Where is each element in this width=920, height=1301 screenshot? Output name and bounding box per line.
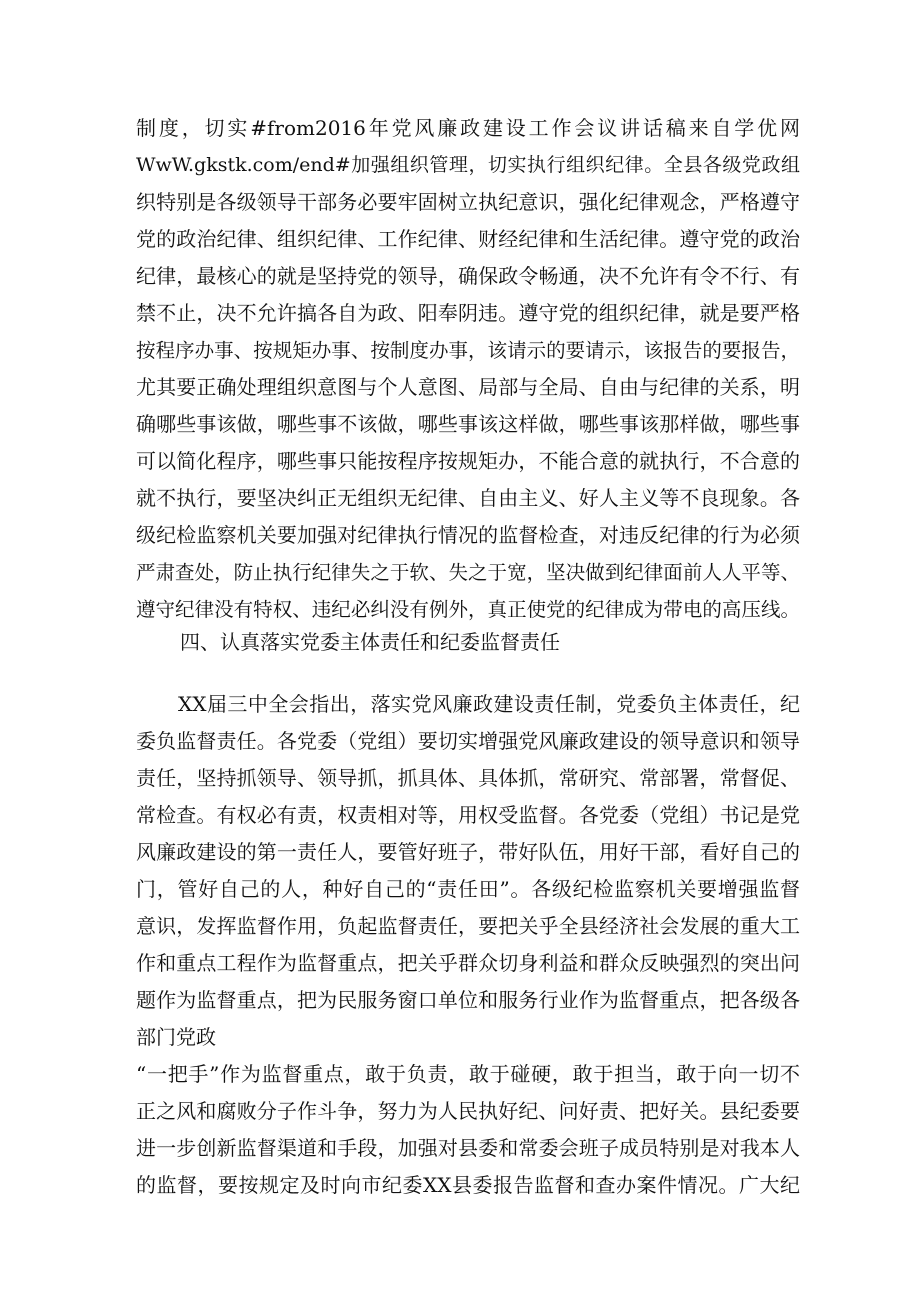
text-line: 委负监督责任。各党委（党组）要切实增强党风廉政建设的领导意识和领导 [136,729,800,753]
text-line: 意识，发挥监督作用，负起监督责任，要把关乎全县经济社会发展的重大工 [136,914,800,938]
text-line: 级纪检监察机关要加强对纪律执行情况的监督检查，对违反纪律的行为必须 [136,523,800,547]
text-line: 纪律，最核心的就是坚持党的领导，确保政令畅通，决不允许有令不行、有 [136,264,800,288]
text-line: 织特别是各级领导干部务必要牢固树立执纪意识，强化纪律观念，严格遵守 [136,190,800,214]
text-line: 按程序办事、按规矩办事、按制度办事，该请示的要请示，该报告的要报告， [136,339,800,362]
text-line: 常检查。有权必有责，权责相对等，用权受监督。各党委（党组）书记是党 [136,803,800,827]
body-paragraph-2 [136,686,800,1204]
text-line: 党的政治纪律、组织纪律、工作纪律、财经纪律和生活纪律。遵守党的政治 [136,227,800,251]
text-line: 风廉政建设的第一责任人，要管好班子，带好队伍，用好干部，看好自己的 [136,840,800,864]
text-line: 制度，切实#from2016年党风廉政建设工作会议讲话稿来自学优网 [136,116,800,140]
text-line: 尤其要正确处理组织意图与个人意图、局部与全局、自由与纪律的关系，明 [136,375,800,399]
text-line: 门，管好自己的人，种好自己的“责任田”。各级纪检监察机关要增强监督 [136,877,800,901]
text-line: 可以简化程序，哪些事只能按程序按规矩办，不能合意的就执行，不合意的 [136,449,800,473]
body-paragraph-1 [136,110,800,628]
text-line: 进一步创新监督渠道和手段，加强对县委和常委会班子成员特别是对我本人 [136,1136,800,1160]
text-line: 题作为监督重点，把为民服务窗口单位和服务行业作为监督重点，把各级各 [136,988,800,1012]
text-line: 部门党政 [136,1025,216,1049]
text-line: 就不执行，要坚决纠正无组织无纪律、自由主义、好人主义等不良现象。各 [136,486,800,510]
text-line: 作和重点工程作为监督重点，把关乎群众切身利益和群众反映强烈的突出问 [136,951,800,975]
text-line: 责任，坚持抓领导、领导抓，抓具体、具体抓，常研究、常部署，常督促、 [136,766,800,790]
text-line: 的监督，要按规定及时向市纪委XX县委报告监督和查办案件情况。广大纪 [136,1173,800,1197]
text-line: 遵守纪律没有特权、违纪必纠没有例外，真正使党的纪律成为带电的高压线。 [136,598,800,621]
text-line: XX届三中全会指出，落实党风廉政建设责任制，党委负主体责任，纪 [178,692,800,716]
text-line: 正之风和腐败分子作斗争，努力为人民执好纪、问好责、把好关。县纪委要 [136,1099,800,1123]
text-line: 严肃查处，防止执行纪律失之于软、失之于宽，坚决做到纪律面前人人平等、 [136,561,800,584]
section-heading: 四、认真落实党委主体责任和纪委监督责任 [180,630,560,654]
text-line: 确哪些事该做，哪些事不该做，哪些事该这样做，哪些事该那样做，哪些事 [136,412,800,436]
text-line: WwW.gkstk.com/end#加强组织管理，切实执行组织纪律。全县各级党政组 [136,154,800,176]
text-line: “一把手”作为监督重点，敢于负责，敢于碰硬，敢于担当，敢于向一切不 [136,1062,800,1086]
text-line: 禁不止，决不允许搞各自为政、阳奉阴违。遵守党的组织纪律，就是要严格 [136,301,800,325]
